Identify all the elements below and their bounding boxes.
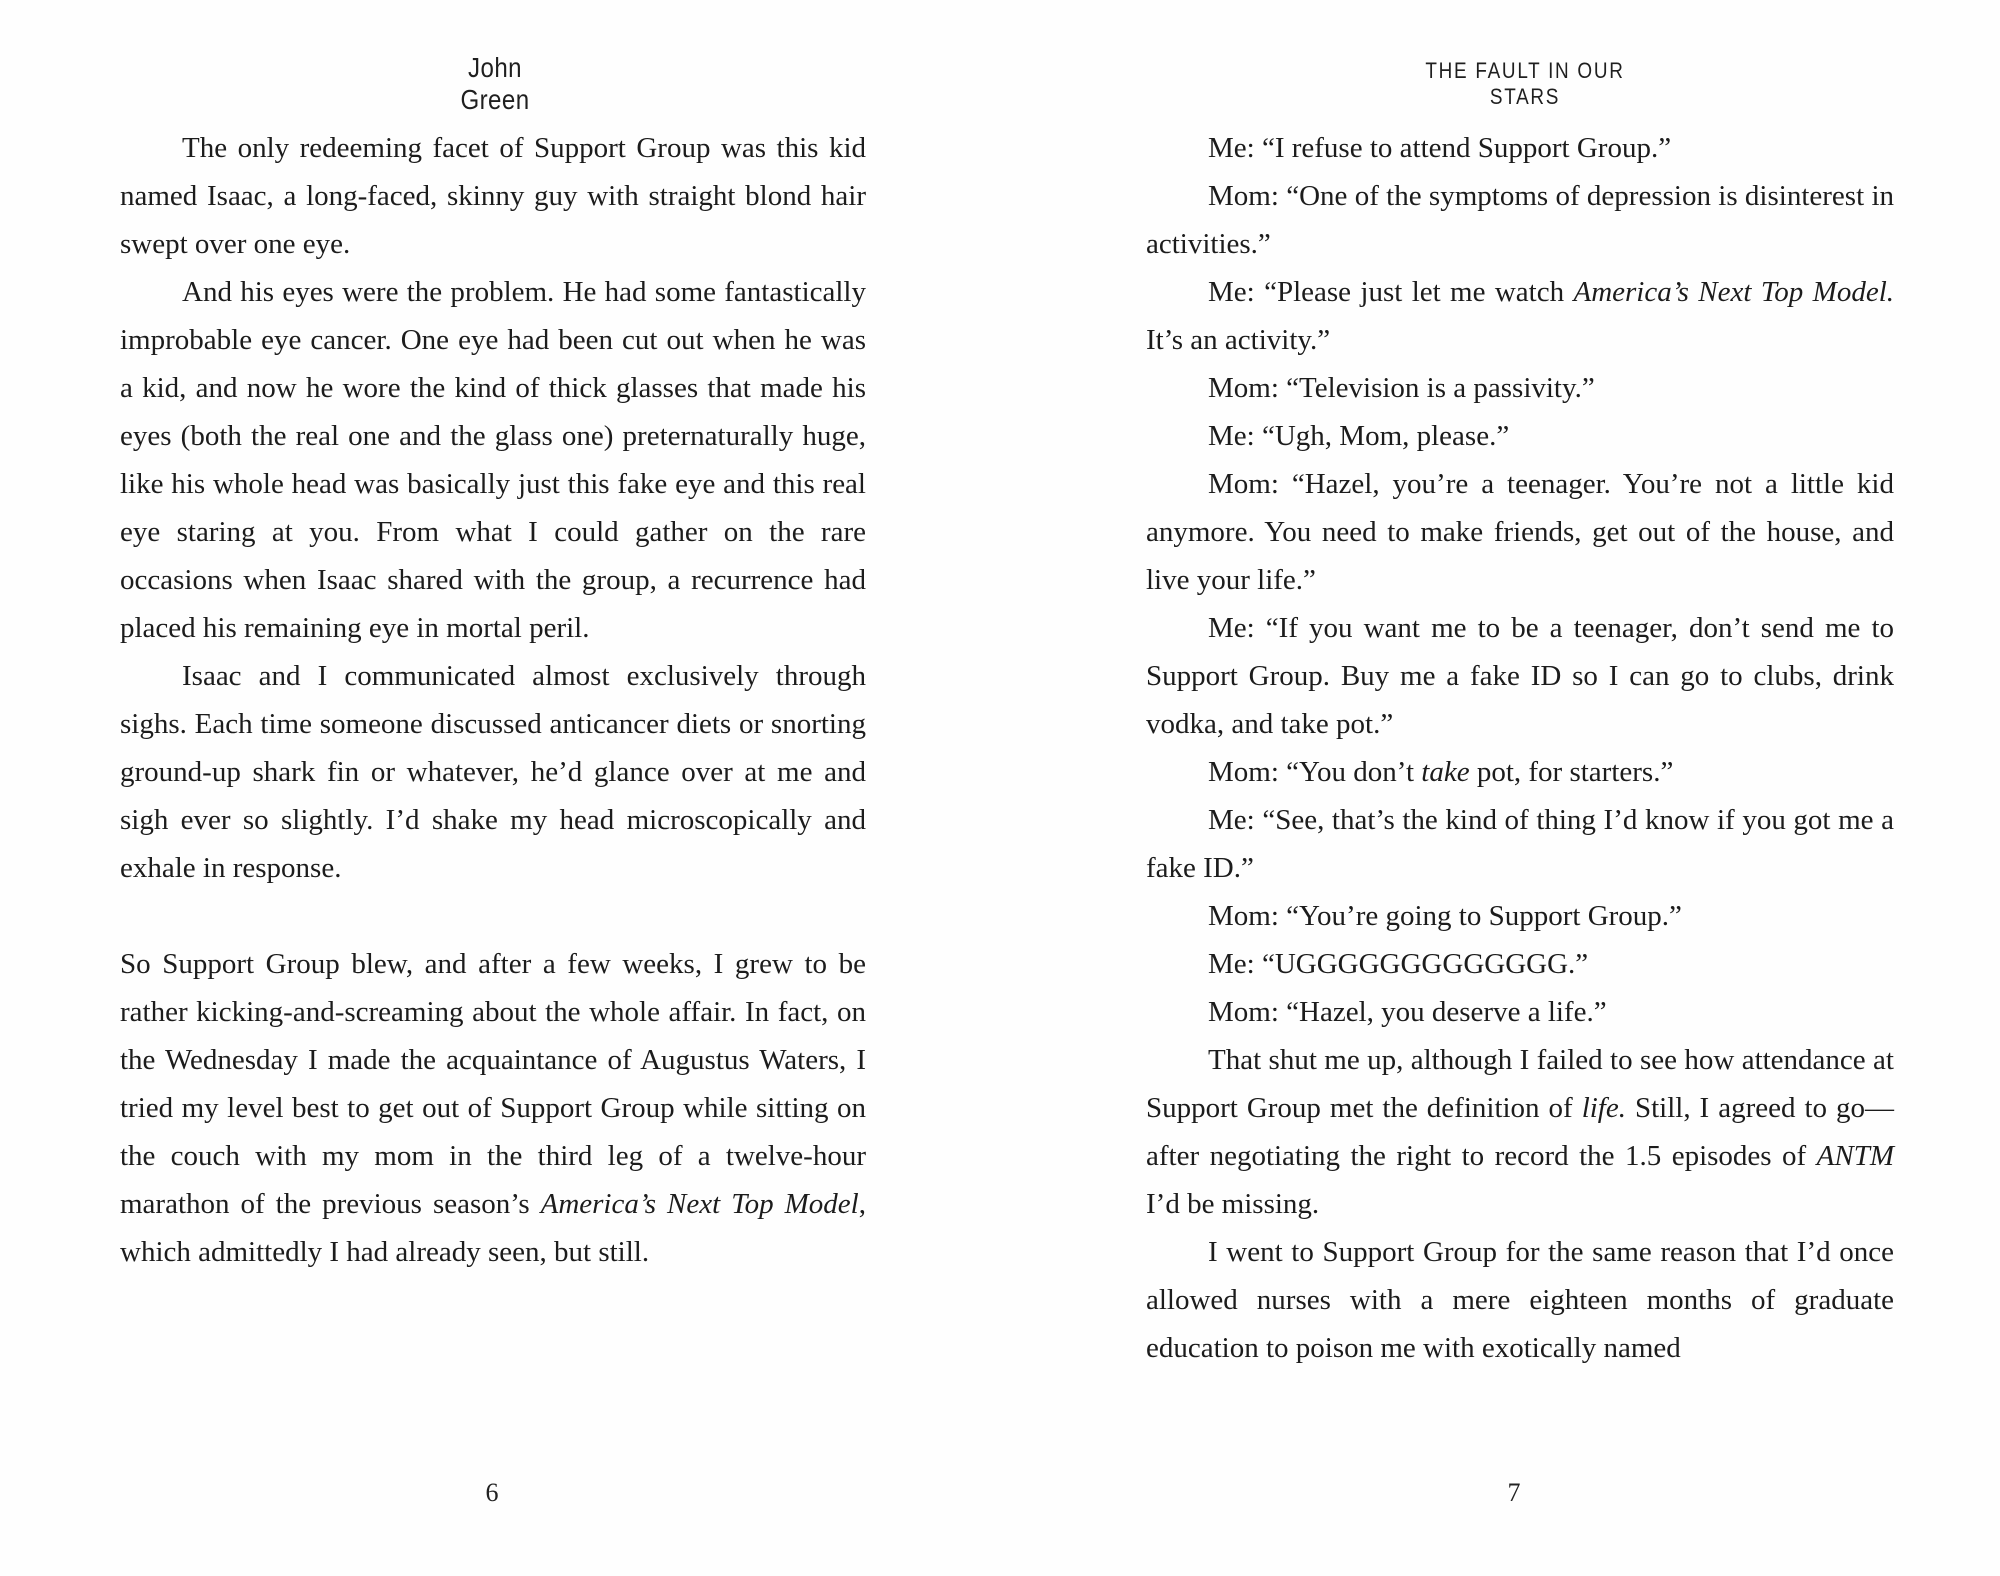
text-run: Me: “Please just let me watch (1208, 276, 1574, 308)
paragraph: The only redeeming facet of Support Group was this kid named Isaac, a long-faced, skinny guy with straight blond hair swept over one eye. (120, 132, 866, 260)
text-run: , which admittedly I had already seen, but still. (120, 1188, 866, 1268)
dialogue-line: Me: “See, that’s the kind of thing I’d know if you got me a fake ID.” (1146, 804, 1894, 884)
dialogue-line: Mom: “You’re going to Support Group.” (1208, 900, 1682, 932)
paragraph-section-start (120, 940, 866, 1276)
text-run: I’d be missing. (1146, 1188, 1320, 1220)
paragraph: Isaac and I communicated almost exclusively through sighs. Each time someone discussed anticancer diets or snorting ground-up shark fin or whatever, he’d glance over at me and sigh ever so slightly. I’d shake my head microscopically and exhale in response. (120, 660, 866, 884)
dialogue-line: Me: “Ugh, Mom, please.” (1208, 420, 1510, 452)
dialogue-line: Mom: “Hazel, you deserve a life.” (1208, 996, 1607, 1028)
dialogue-line: Mom: “Hazel, you’re a teenager. You’re not a little kid anymore. You need to make friends, get out of the house, and live your life.” (1146, 468, 1894, 596)
text-run: It’s an activity.” (1146, 324, 1331, 356)
paragraph: I went to Support Group for the same reason that I’d once allowed nurses with a mere eighteen months of graduate education to poison me with exotically named (1146, 1236, 1894, 1364)
dialogue-line: Me: “UGGGGGGGGGGGGG.” (1208, 948, 1589, 980)
italic-title: ANTM (1816, 1140, 1894, 1172)
dialogue-line: Mom: “Television is a passivity.” (1208, 372, 1595, 404)
page-number: 7 (1507, 1478, 1521, 1507)
running-head-title: THE FAULT IN OUR STARS (1425, 58, 1625, 109)
italic-title: America’s Next Top Model. (1573, 276, 1894, 308)
italic-word: life. (1581, 1092, 1626, 1124)
italic-title: America’s Next Top Model (540, 1188, 859, 1220)
text-run: So Support Group blew, and after a few weeks, I grew to be rather kicking-and-screaming about the whole affair. In fact, on the Wednesday I made the acquaintance of Augustus Waters, I tried my level best to get out of Support Group while sitting on the couch with my mom in the third leg of a twelve-hour marathon of the previous season’s (120, 948, 866, 1220)
right-page (1000, 0, 2000, 1576)
italic-word: take (1421, 756, 1470, 788)
dialogue-line (1146, 268, 1894, 364)
paragraph: And his eyes were the problem. He had some fantastically improbable eye cancer. One eye had been cut out when he was a kid, and now he wore the kind of thick glasses that made his eyes (both the real one and the glass one) preternaturally huge, like his whole head was basically just this fake eye and this real eye staring at you. From what I could gather on the rare occasions when Isaac shared with the group, a recurrence had placed his remaining eye in mortal peril. (120, 276, 866, 644)
dialogue-line: Me: “I refuse to attend Support Group.” (1208, 132, 1672, 164)
page-number: 6 (485, 1478, 499, 1507)
running-head-author: John Green (460, 52, 530, 115)
dialogue-line (1146, 748, 1894, 796)
paragraph (1146, 1036, 1894, 1228)
right-page-body (1146, 124, 1894, 1372)
text-run: That shut me up, although I failed to see how attendance at Support Group met the definition of (1146, 1044, 1894, 1124)
left-page-body (120, 124, 866, 1276)
text-run: Still, I agreed to go—after negotiating the right to record the 1.5 episodes of (1146, 1092, 1894, 1172)
dialogue-line: Mom: “One of the symptoms of depression is disinterest in activities.” (1146, 180, 1894, 260)
text-run: Mom: “You don’t (1208, 756, 1422, 788)
dialogue-line: Me: “If you want me to be a teenager, don’t send me to Support Group. Buy me a fake ID so I can go to clubs, drink vodka, and take pot.” (1146, 612, 1894, 740)
text-run: pot, for starters.” (1469, 756, 1674, 788)
